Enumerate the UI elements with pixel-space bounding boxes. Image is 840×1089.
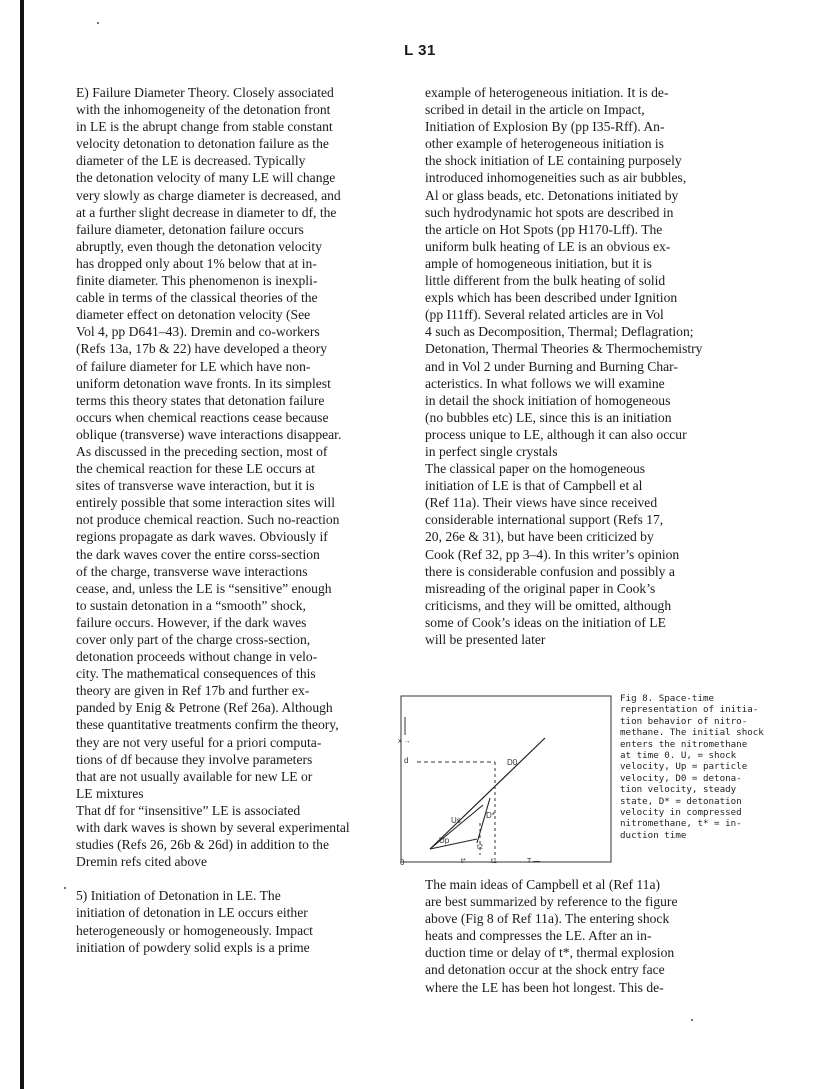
- text-line: little different from the bulk heating of solid: [425, 273, 666, 289]
- text-line: will be presented later: [425, 632, 546, 647]
- label-dstar: D*: [486, 811, 495, 820]
- text-line: at time 0. U, = shock: [620, 750, 737, 762]
- text-line: heats and compresses the LE. After an in-: [425, 928, 652, 944]
- speck: [64, 887, 66, 889]
- text-line: (pp I11ff). Several related articles are in Vol: [425, 307, 664, 323]
- label-d0: D0: [507, 758, 518, 767]
- text-line: LE mixtures: [76, 785, 144, 801]
- text-line: city. The mathematical consequences of this: [76, 666, 316, 682]
- text-line: duction time: [620, 829, 687, 841]
- text-line: entirely possible that some interaction sites will: [76, 495, 335, 511]
- text-line: these quantitative treatments confirm the theory,: [76, 717, 339, 733]
- label-t1: t1: [491, 858, 497, 865]
- text-line: detonation proceeds without change in velo-: [76, 649, 318, 665]
- text-line: process unique to LE, although it can also occur: [425, 426, 687, 442]
- text-line: representation of initia-: [620, 704, 759, 716]
- text-line: above (Fig 8 of Ref 11a). The entering shock: [425, 911, 670, 927]
- text-line: in LE is the abrupt change from stable constant: [76, 119, 333, 135]
- label-up: Up: [439, 836, 450, 845]
- text-line: example of heterogeneous initiation. It is de-: [425, 85, 669, 100]
- text-line: nitromethane, t* = in-: [620, 818, 742, 830]
- text-line: the detonation velocity of many LE will change: [76, 170, 336, 186]
- speck: [691, 1019, 693, 1021]
- shock-line-us: [430, 805, 483, 849]
- text-line: initiation of LE is that of Campbell et al: [425, 478, 643, 494]
- text-line: initiation of powdery solid expls is a prime: [76, 939, 310, 955]
- text-line: Al or glass beads, etc. Detonations initiated by: [425, 187, 679, 203]
- text-line: considerable international support (Refs 17,: [425, 512, 664, 528]
- right-column-bottom: [425, 876, 720, 996]
- text-line: methane. The initial shock: [620, 727, 764, 739]
- text-line: As discussed in the preceding section, most of: [76, 443, 328, 459]
- text-line: uniform bulk heating of LE is an obvious ex-: [425, 238, 671, 254]
- space-time-diagram: [395, 693, 615, 868]
- text-line: (Ref 11a). Their views have since received: [425, 495, 658, 511]
- text-line: tion velocity, steady: [620, 784, 737, 796]
- text-line: and in Vol 2 under Burning and Burning Char-: [425, 358, 678, 374]
- text-line: of failure diameter for LE which have non-: [76, 358, 311, 374]
- left-column: [76, 84, 381, 956]
- text-line: where the LE has been hot longest. This de-: [425, 979, 664, 995]
- text-line: such hydrodynamic hot spots are described in: [425, 204, 674, 220]
- text-line: heterogeneously or homogeneously. Impact: [76, 922, 313, 938]
- speck: [97, 22, 99, 24]
- text-line: theory are given in Ref 17b and further ex-: [76, 683, 310, 699]
- particle-line-up: [430, 839, 477, 849]
- text-line: Detonation, Thermal Theories & Thermochemistry: [425, 341, 703, 357]
- text-line: Vol 4, pp D641–43). Dremin and co-workers: [76, 324, 320, 340]
- text-line: at a further slight decrease in diameter to df, the: [76, 204, 337, 220]
- figure-caption: [620, 693, 764, 841]
- detonation-line-d0: [430, 738, 545, 849]
- text-line: with dark waves is shown by several experimental: [76, 820, 350, 836]
- scan-edge-bar: [20, 0, 24, 1089]
- text-line: E) Failure Diameter Theory. Closely associated: [76, 85, 334, 100]
- text-line: velocity, D0 = detona-: [620, 772, 742, 784]
- text-line: criticisms, and they will be omitted, although: [425, 597, 672, 613]
- text-line: the dark waves cover the entire corss-section: [76, 546, 320, 562]
- text-line: 5) Initiation of Detonation in LE. The: [76, 888, 281, 904]
- text-line: 20, 26e & 31), but have been criticized by: [425, 529, 654, 545]
- text-line: terms this theory states that detonation failure: [76, 392, 325, 408]
- text-line: in perfect single crystals: [425, 443, 558, 459]
- text-line: 4 such as Decomposition, Thermal; Deflagration;: [425, 324, 694, 340]
- text-line: not produce chemical reaction. Such no-reaction: [76, 512, 340, 528]
- text-line: occurs when chemical reactions cease because: [76, 409, 329, 425]
- text-line: of the charge, transverse wave interactions: [76, 563, 308, 579]
- text-line: The classical paper on the homogeneous: [425, 461, 646, 477]
- text-line: initiation of detonation in LE occurs either: [76, 905, 308, 921]
- label-t-star: t*: [461, 858, 466, 865]
- text-line: some of Cook’s ideas on the initiation of LE: [425, 614, 666, 630]
- right-column-top: [425, 84, 720, 648]
- text-line: the chemical reaction for these LE occurs at: [76, 461, 315, 477]
- text-line: Initiation of Explosion By (pp I35-Rff). An-: [425, 119, 665, 135]
- text-line: oblique (transverse) wave interactions disappear.: [76, 426, 342, 442]
- text-line: tions of df because they involve parameters: [76, 751, 313, 767]
- text-line: diameter of the LE is decreased. Typically: [76, 153, 306, 169]
- text-line: failure diameter, detonation failure occurs: [76, 221, 304, 237]
- text-line: cease, and, unless the LE is “sensitive” enough: [76, 580, 332, 596]
- text-line: with the inhomogeneity of the detonation front: [76, 102, 331, 118]
- text-line: in detail the shock initiation of homogeneous: [425, 392, 671, 408]
- label-us: Us: [451, 816, 461, 825]
- text-line: the article on Hot Spots (pp H170-Lff). The: [425, 221, 663, 237]
- text-line: misreading of the original paper in Cook’s: [425, 580, 656, 596]
- text-line: other example of heterogeneous initiation is: [425, 136, 664, 152]
- text-line: and detonation occur at the shock entry face: [425, 962, 665, 978]
- text-line: introduced inhomogeneities such as air bubbles,: [425, 170, 687, 186]
- label-x-axis: T —: [527, 858, 541, 865]
- text-line: studies (Refs 26, 26b & 26d) in addition to the: [76, 837, 329, 853]
- text-line: velocity in compressed: [620, 807, 742, 819]
- text-line: [76, 870, 381, 887]
- text-line: regions propagate as dark waves. Obviously if: [76, 529, 328, 545]
- text-line: velocity detonation to detonation failure as the: [76, 136, 329, 152]
- text-line: the shock initiation of LE containing purposely: [425, 153, 682, 169]
- text-line: That df for “insensitive” LE is associated: [76, 802, 301, 818]
- text-line: (no bubbles etc) LE, since this is an initiation: [425, 409, 672, 425]
- text-line: very slowly as charge diameter is decreased, and: [76, 187, 341, 203]
- text-line: failure occurs. However, if the dark waves: [76, 614, 307, 630]
- text-line: are best summarized by reference to the figure: [425, 894, 678, 910]
- text-line: expls which has been described under Ignition: [425, 290, 678, 306]
- text-line: tion behavior of nitro-: [620, 715, 748, 727]
- label-t2: t2: [477, 844, 483, 851]
- text-line: has dropped only about 1% below that at in-: [76, 255, 317, 271]
- text-line: cable in terms of the classical theories of the: [76, 290, 318, 306]
- text-line: diameter effect on detonation velocity (See: [76, 307, 311, 323]
- text-line: cover only part of the charge cross-section,: [76, 632, 311, 647]
- text-line: to sustain detonation in a “smooth” shock,: [76, 597, 306, 613]
- text-line: uniform detonation wave fronts. In its simplest: [76, 375, 331, 391]
- label-origin: 0: [400, 858, 405, 867]
- text-line: enters the nitromethane: [620, 738, 748, 750]
- text-line: they are not very useful for a priori computa-: [76, 734, 322, 750]
- label-d: d: [404, 756, 409, 765]
- text-line: Fig 8. Space-time: [620, 693, 715, 704]
- text-line: The main ideas of Campbell et al (Ref 11a): [425, 877, 661, 892]
- text-line: sites of transverse wave interaction, but it is: [76, 478, 315, 494]
- detonation-line-dstar: [477, 798, 490, 843]
- text-line: ample of homogeneous initiation, but it is: [425, 255, 652, 271]
- page-number: L 31: [404, 42, 436, 59]
- figure-frame: [401, 696, 611, 862]
- text-line: there is considerable confusion and possibly a: [425, 563, 675, 579]
- text-line: finite diameter. This phenomenon is inexpli-: [76, 273, 318, 289]
- label-y-axis: x →: [398, 738, 411, 745]
- text-line: scribed in detail in the article on Impact,: [425, 102, 645, 118]
- text-line: (Refs 13a, 17b & 22) have developed a theory: [76, 341, 328, 357]
- text-line: abruptly, even though the detonation velocity: [76, 238, 323, 254]
- text-line: state, D* = detonation: [620, 795, 742, 807]
- text-line: that are not usually available for new LE or: [76, 768, 313, 784]
- text-line: acteristics. In what follows we will examine: [425, 375, 665, 391]
- text-line: panded by Enig & Petrone (Ref 26a). Although: [76, 700, 333, 716]
- text-line: duction time or delay of t*, thermal explosion: [425, 945, 675, 961]
- text-line: velocity, Up = particle: [620, 761, 748, 773]
- text-line: Dremin refs cited above: [76, 854, 207, 870]
- text-line: Cook (Ref 32, pp 3–4). In this writer’s opinion: [425, 546, 680, 562]
